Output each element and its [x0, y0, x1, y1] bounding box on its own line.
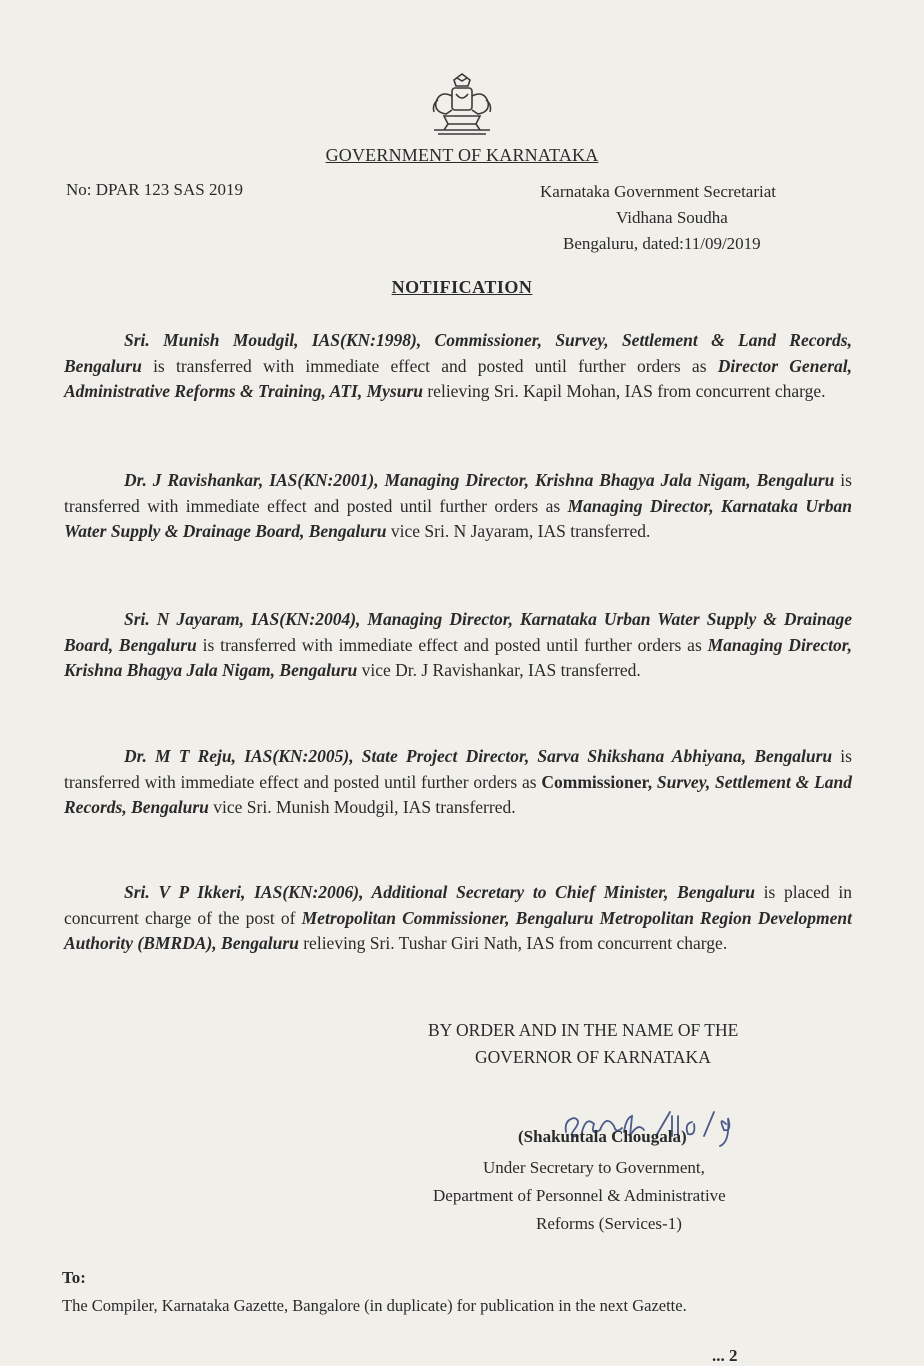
- reference-number: No: DPAR 123 SAS 2019: [66, 180, 243, 199]
- signatory-designation-2: Department of Personnel & Administrative: [433, 1186, 726, 1205]
- office-address-line1: Karnataka Government Secretariat: [540, 182, 776, 201]
- signatory-designation-1: Under Secretary to Government,: [483, 1158, 705, 1177]
- office-address-line2: Vidhana Soudha: [616, 208, 728, 227]
- signatory-designation-3: Reforms (Services-1): [536, 1214, 682, 1233]
- next-page-marker: ... 2: [712, 1346, 738, 1365]
- order-line-1: BY ORDER AND IN THE NAME OF THE: [428, 1020, 739, 1040]
- signatory-name: (Shakuntala Chougala): [518, 1127, 687, 1146]
- transfer-paragraph-1: Sri. Munish Moudgil, IAS(KN:1998), Commissioner, Survey, Settlement & Land Records, Bengaluru is transferred with immediate effect and posted until further orders as Director General, Administrative Reforms & Training, ATI, Mysuru relieving Sri. Kapil Mohan, IAS from concurrent charge.: [64, 330, 852, 402]
- government-title: GOVERNMENT OF KARNATAKA: [325, 145, 599, 165]
- notification-title: NOTIFICATION: [391, 277, 533, 297]
- transfer-paragraph-4: Dr. M T Reju, IAS(KN:2005), State Project Director, Sarva Shikshana Abhiyana, Bengaluru is transferred with immediate effect and posted until further orders as Commissioner, Survey, Settlement & Land Records, Bengaluru vice Sri. Munish Moudgil, IAS transferred.: [64, 746, 853, 818]
- recipient-text: The Compiler, Karnataka Gazette, Bangalore (in duplicate) for publication in the next Gazette.: [62, 1296, 687, 1315]
- transfer-paragraph-5: Sri. V P Ikkeri, IAS(KN:2006), Additional Secretary to Chief Minister, Bengaluru is placed in concurrent charge of the post of Metropolitan Commissioner, Bengaluru Metropolitan Region Development Authority (BMRDA), Bengaluru relieving Sri. Tushar Giri Nath, IAS from concurrent charge.: [64, 882, 852, 954]
- state-emblem-icon: [424, 72, 500, 138]
- order-line-2: GOVERNOR OF KARNATAKA: [475, 1047, 711, 1067]
- transfer-paragraph-3: Sri. N Jayaram, IAS(KN:2004), Managing Director, Karnataka Urban Water Supply & Drainage Board, Bengaluru is transferred with immediate effect and posted until further orders as Managing Director, Krishna Bhagya Jala Nigam, Bengaluru vice Dr. J Ravishankar, IAS transferred.: [64, 609, 852, 681]
- office-address-date: Bengaluru, dated:11/09/2019: [563, 234, 761, 253]
- transfer-paragraph-2: Dr. J Ravishankar, IAS(KN:2001), Managing Director, Krishna Bhagya Jala Nigam, Bengaluru is transferred with immediate effect and posted until further orders as Managing Director, Karnataka Urban Water Supply & Drainage Board, Bengaluru vice Sri. N Jayaram, IAS transferred.: [64, 470, 852, 542]
- to-label: To:: [62, 1268, 86, 1287]
